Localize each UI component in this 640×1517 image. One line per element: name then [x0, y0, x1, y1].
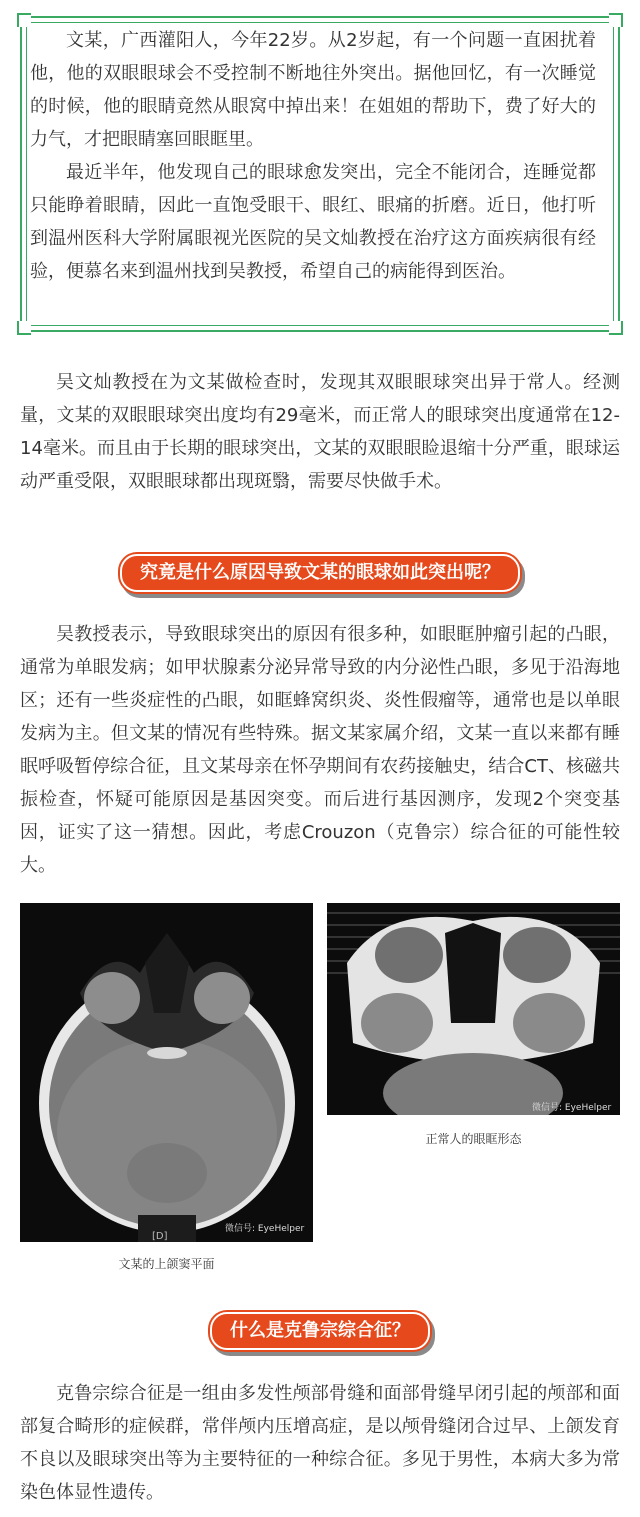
- orbit-scan-drawing: [327, 903, 620, 1115]
- section-heading-cause: 究竟是什么原因导致文某的眼球如此突出呢？: [120, 554, 520, 592]
- intro-paragraph-2: 最近半年，他发现自己的眼球愈发突出，完全不能闭合，连睡觉都只能睁着眼睛，因此一直饱受眼干、眼红、眼痛的折磨。近日，他打听到温州医科大学附属眼视光医院的吴文灿教授在治疗这方面疾病很有经验，便慕名来到温州找到吴教授，希望自己的病能得到医治。: [30, 162, 596, 282]
- scan-label: [D]: [152, 1231, 168, 1242]
- cause-paragraph: 吴教授表示，导致眼球突出的原因有很多种，如眼眶肿瘤引起的凸眼，通常为单眼发病；如甲状腺素分泌异常导致的内分泌性凸眼，多见于沿海地区；还有一些炎症性的凸眼，如眶蜂窝织炎、炎性假瘤等，通常也是以单眼发病为主。但文某的情况有些特殊。据文某家属介绍，文某一直以来都有睡眠呼吸暂停综合征，且文某母亲在怀孕期间有农药接触史，结合CT、核磁共振检查，怀疑可能原因是基因突变。而后进行基因测序，发现2个突变基因，证实了这一猜想。因此，考虑Crouzon（克鲁宗）综合征的可能性较大。: [20, 624, 620, 876]
- normal-orbit-ct-image: [327, 903, 620, 1115]
- frame-corner: [17, 13, 31, 27]
- frame-corner: [609, 321, 623, 335]
- right-figure-caption: 正常人的眼眶形态: [425, 1132, 522, 1146]
- left-watermark: 微信号: EyeHelper: [225, 1224, 305, 1234]
- patient-ct-scan-image: [20, 903, 313, 1242]
- frame-corner: [17, 321, 31, 335]
- intro-text: [30, 24, 596, 288]
- left-figure-caption: 文某的上颌窦平面: [118, 1257, 215, 1271]
- frame-corner: [609, 13, 623, 27]
- ct-scan-drawing: [20, 903, 313, 1242]
- exam-paragraph: 吴文灿教授在为文某做检查时，发现其双眼眼球突出异于常人。经测量，文某的双眼眼球突出度均有29毫米，而正常人的眼球突出度通常在12-14毫米。而且由于长期的眼球突出，文某的双眼眼睑退缩十分严重，眼球运动严重受限，双眼眼球都出现斑翳，需要尽快做手术。: [20, 372, 620, 492]
- intro-paragraph-1: 文某，广西灌阳人，今年22岁。从2岁起，有一个问题一直困扰着他，他的双眼眼球会不受控制不断地往外突出。据他回忆，有一次睡觉的时候，他的眼睛竟然从眼窝中掉出来！在姐姐的帮助下，费了好大的力气，才把眼睛塞回眼眶里。: [30, 30, 596, 150]
- section-heading-crouzon: 什么是克鲁宗综合征？: [210, 1312, 430, 1350]
- crouzon-paragraph: 克鲁宗综合征是一组由多发性颅部骨缝和面部骨缝早闭引起的颅部和面部复合畸形的症候群，常伴颅内压增高症，是以颅骨缝闭合过早、上颌发育不良以及眼球突出等为主要特征的一种综合征。多见于男性，本病大多为常染色体显性遗传。: [20, 1383, 620, 1503]
- right-watermark: 微信号: EyeHelper: [532, 1103, 612, 1113]
